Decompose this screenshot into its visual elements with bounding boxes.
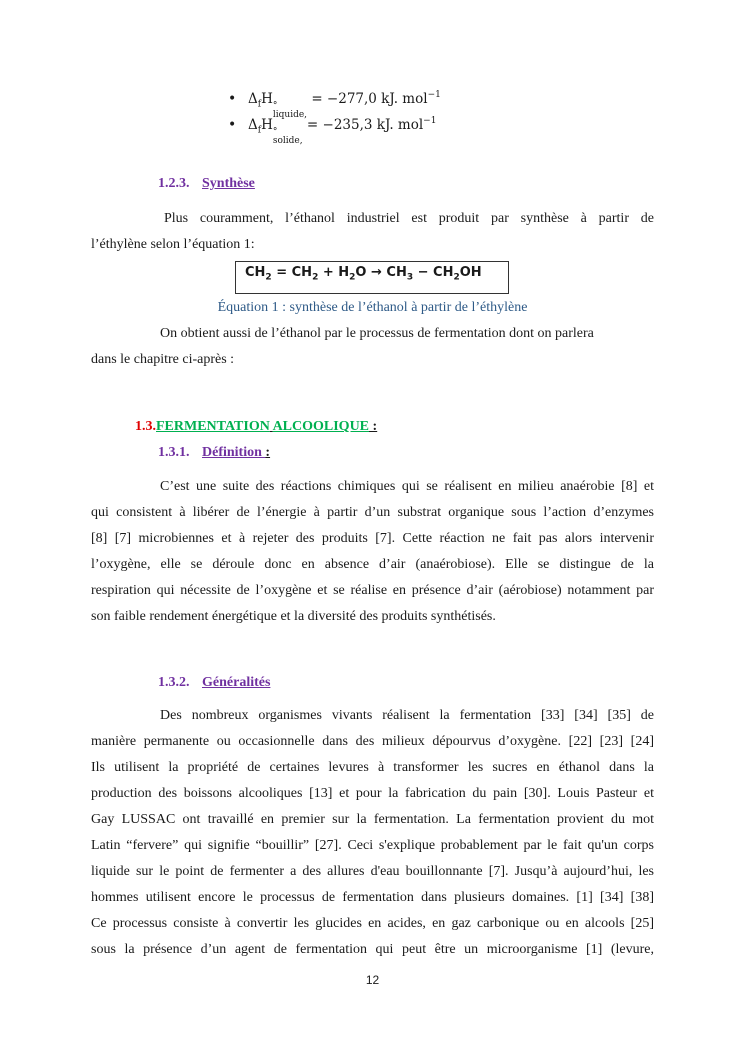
paragraph-synthese [91,206,654,258]
page-number: 12 [365,973,380,987]
text-line: Gay LUSSAC ont travaillé en premier sur la fermentation. La fermentation provient du mot [91,812,654,827]
section-title: Généralités [202,675,271,690]
text-line: qui consistent à libérer de l’énergie à partir d’un substrat organique sous l’action d’enzymes [91,505,654,520]
heading-1-3-1 [158,445,270,461]
section-title-part: FERMENTATION [156,419,270,434]
section-number: 1.2.3. [158,176,190,191]
heading-1-3 [135,419,377,435]
text-line: hommes utilisent encore le processus de fermentation dans plusieurs domaines. [1] [34] [38] [91,890,654,905]
text-line: production des boissons alcooliques [13] et pour la fabrication du pain [30]. Louis Pasteur et [91,786,654,801]
section-colon: : [369,419,378,434]
text-line: sous la présence d’un agent de fermentation qui peut être un microorganisme [1] (levure, [91,942,654,957]
text-line: Latin “fervere” qui signifie “bouillir” [27]. Ceci s'explique probablement par le fait qu'un corps [91,838,654,853]
text-line: l’éthylène selon l’équation 1: [91,237,255,252]
bullet-icon: • [228,91,237,107]
text-line: C’est une suite des réactions chimiques qui se réalisent en milieu anaérobie [8] et [160,479,654,494]
enthalpy-formula: $\Delta_fH$ ° liquide, = −277,0 kJ. mol$^{-1}$ [248,90,441,120]
text-line: dans le chapitre ci-après : [91,352,235,367]
paragraph-generalites [91,703,654,963]
enthalpy-list [228,90,441,146]
text-line: respiration qui nécessite de l’oxygène et se réalise en présence d’air (aérobiose) notamment par [91,583,654,598]
heading-1-3-2 [158,675,270,691]
enthalpy-item-liquide [228,90,441,120]
equation-box: $CH_2 = CH_2 + H_2O \to CH_3 - CH_2OH$ [235,261,509,294]
bullet-icon: • [228,117,237,133]
section-title: Définition [202,445,266,460]
text-line: Plus couramment, l’éthanol industriel est produit par synthèse à partir de [164,211,654,226]
paragraph-fermentation-intro [91,321,654,373]
text-line: manière permanente ou occasionnelle dans des milieux dépourvus d’oxygène. [22] [23] [24] [91,734,654,749]
text-line: Ce processus consiste à convertir les glucides en acides, en gaz carbonique ou en alcools [25] [91,916,654,931]
section-title-part: ALCOOLIQUE [272,419,370,434]
section-number: 1.3.2. [158,675,190,690]
text-line: liquide sur le point de fermenter a des allures d'eau bouillonnante [7]. Jusqu’à aujourd’hui, les [91,864,654,879]
section-title: Synthèse [202,176,255,191]
section-number: 1.3.1. [158,445,190,460]
paragraph-definition [91,474,654,630]
text-line: l’oxygène, elle se déroule donc en absence d’air (anaérobiose). Elle se distingue de la [91,557,654,572]
enthalpy-formula: $\Delta_fH$ ° solide, = −235,3 kJ. mol$^{-1}$ [248,116,437,146]
section-colon: : [265,445,271,460]
text-line: [8] [7] microbiennes et à rejeter des produits [7]. Cette réaction ne fait pas alors intervenir [91,531,654,546]
text-line: Des nombreux organismes vivants réalisent la fermentation [33] [34] [35] de [160,708,654,723]
text-line: son faible rendement énergétique et la diversité des produits synthétisés. [91,609,496,624]
section-number: 1.3. [135,419,156,434]
heading-1-2-3 [158,176,255,192]
enthalpy-item-solide [228,116,441,146]
equation-caption: Équation 1 : synthèse de l’éthanol à partir de l’éthylène [217,300,528,315]
text-line: Ils utilisent la propriété de certaines levures à transformer les sucres en éthanol dans la [91,760,654,775]
text-line: On obtient aussi de l’éthanol par le processus de fermentation dont on parlera [160,326,594,341]
